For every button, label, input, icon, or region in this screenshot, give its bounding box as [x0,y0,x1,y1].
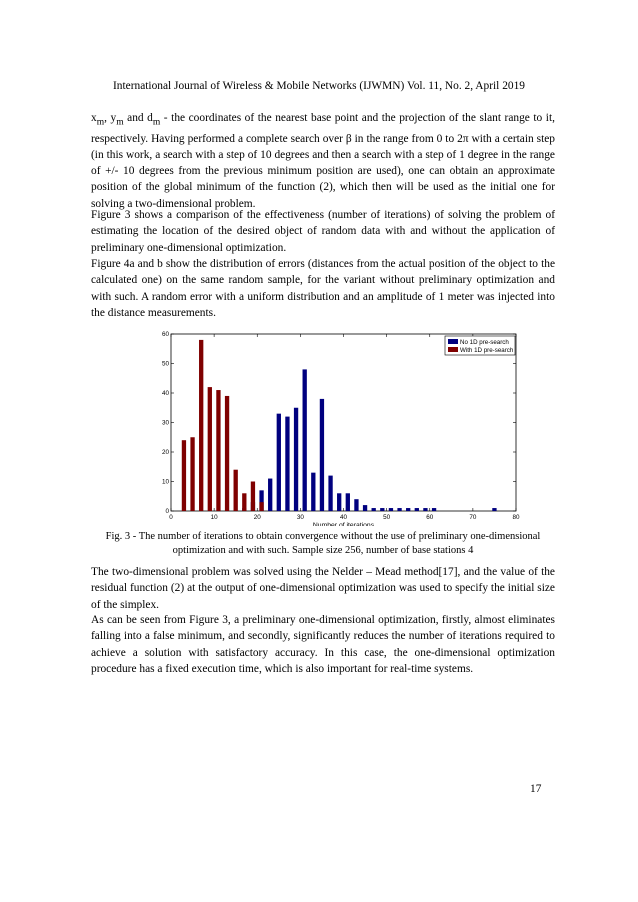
sub-m: m [116,117,124,128]
bar-with-presearch [199,340,203,511]
bar-no-presearch [328,476,332,511]
paragraph-5: As can be seen from Figure 3, a preliminary one-dimensional optimization, firstly, almost eliminates falling into a false minimum, and secondly, significantly reduces the number of iterations required to achieve a solution with satisfactory accuracy. In this case, the one-dimensional optimization procedure has a fixed execution time, which is also important for real-time systems. [91,614,555,675]
figure-caption: Fig. 3 - The number of iterations to obtain convergence without the use of preliminary one-dimensional optimization and with such. Sample size 256, number of base stations 4 [105,531,541,556]
x-tick-label: 70 [469,514,477,521]
var-d: d [147,112,153,124]
x-tick-label: 20 [253,514,261,521]
bar-with-presearch [208,387,212,511]
journal-header: International Journal of Wireless & Mobile Networks (IJWMN) Vol. 11, No. 2, April 2019 [113,80,525,92]
x-tick-label: 0 [169,514,173,521]
bar-no-presearch [268,479,272,511]
bar-no-presearch [354,499,358,511]
bar-no-presearch [346,493,350,511]
plot-frame [171,334,516,511]
paragraph-1 [91,110,555,212]
bar-with-presearch [190,437,194,511]
x-tick-label: 60 [426,514,434,521]
bar-no-presearch [432,508,436,511]
x-tick-label: 50 [383,514,391,521]
legend-label: No 1D pre-search [460,339,509,346]
x-tick-label: 40 [339,514,348,521]
bar-no-presearch [311,473,315,511]
iterations-histogram-chart [150,328,530,526]
y-tick-label: 0 [165,508,169,515]
bar-no-presearch [363,505,367,511]
bar-no-presearch [320,399,324,511]
bar-with-presearch [182,440,186,511]
var-x: x [91,112,97,124]
bar-no-presearch [415,508,419,511]
paragraph-1-text: - the coordinates of the nearest base point and the projection of the slant range to it, respectively. Having performed a complete search over β in the range from 0 to 2π with a certain step (in this work, a search with a step of 10 degrees and then a search with a step of 1 degree in the range of +/- 10 degrees from the previous minimum position are used), one can obtain an approximate position of the global minimum of the function (2), which then will be used as the initial one for solving a two-dimensional problem. [91,112,555,210]
var-y: y [110,112,117,124]
bar-with-presearch [242,493,246,511]
y-tick-label: 40 [161,390,169,397]
sub-m: m [96,117,105,128]
bar-with-presearch [234,470,238,511]
separator: and [123,112,148,124]
bar-no-presearch [389,508,393,511]
bar-no-presearch [380,508,384,511]
bar-with-presearch [216,390,220,511]
separator: , [104,112,111,124]
paragraph-3: Figure 4a and b show the distribution of errors (distances from the actual position of the object to the calculated one) on the same random sample, for the variant without preliminary optimization and with such. A random error with a uniform distribution and an amplitude of 1 meter was injected into the distance measurements. [91,258,555,319]
paragraph-2: Figure 3 shows a comparison of the effectiveness (number of iterations) of solving the problem of estimating the location of the desired object of random data with and without the application of preliminary one-dimensional optimization. [91,209,555,254]
legend-label: With 1D pre-search [460,347,514,354]
bar-with-presearch [251,482,255,512]
bar-no-presearch [285,417,289,511]
legend-swatch [448,347,458,352]
y-tick-label: 30 [161,419,169,427]
paragraph-4: The two-dimensional problem was solved using the Nelder – Mead method[17], and the value of the residual function (2) at the output of one-dimensional optimization was used to specify the initial size of the simplex. [91,566,555,611]
bar-no-presearch [337,493,341,511]
legend-swatch [448,339,458,344]
y-tick-label: 50 [161,360,169,368]
bar-no-presearch [397,508,401,511]
bar-no-presearch [303,369,307,511]
x-axis-label: Number of iterations [312,522,375,526]
bar-no-presearch [277,414,281,511]
y-tick-label: 20 [161,449,169,456]
bar-no-presearch [406,508,410,511]
bar-with-presearch [259,502,263,511]
bar-no-presearch [294,408,298,511]
bar-no-presearch [372,508,376,511]
x-tick-label: 80 [512,514,520,521]
bar-no-presearch [423,508,427,511]
x-tick-label: 30 [296,514,304,521]
plot-area [162,331,520,526]
page-number: 17 [530,783,542,795]
y-tick-label: 60 [161,331,169,338]
bar-with-presearch [225,396,229,511]
y-tick-label: 10 [161,478,169,486]
bar-no-presearch [492,508,496,511]
sub-m: m [152,117,161,128]
x-tick-label: 10 [210,514,218,521]
